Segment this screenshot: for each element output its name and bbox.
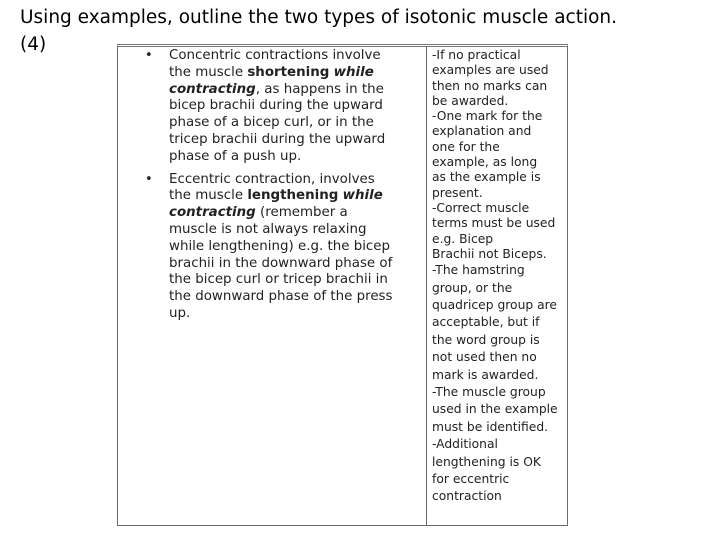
marking-notes-column <box>432 48 568 506</box>
note-line: examples are used <box>432 63 549 78</box>
note-line: example, as long <box>432 155 538 170</box>
mark-scheme-table <box>117 44 568 526</box>
note-line: -The hamstring <box>432 263 525 278</box>
concentric-emphasis: while contracting <box>169 64 374 97</box>
note-line: -One mark for the <box>432 109 543 124</box>
answer-column <box>144 48 398 329</box>
eccentric-emphasis: while contracting <box>169 188 383 221</box>
note-line: e.g. Bicep <box>432 231 494 246</box>
concentric-intro: Concentric contractions involve the muscle <box>169 48 381 80</box>
eccentric-text <box>169 172 393 321</box>
note-line: must be identified. <box>432 419 549 434</box>
question-marks: (4) <box>20 34 47 55</box>
note-line: group, or the <box>432 280 513 295</box>
eccentric-bullet <box>144 172 398 323</box>
note-line: for eccentric <box>432 472 510 487</box>
concentric-keyword: shortening <box>247 64 330 80</box>
concentric-example: , as happens in the bicep brachii during the upward phase of a bicep curl, or in the tricep brachii during the upward phase of a push up. <box>169 81 386 164</box>
bullet-icon: • <box>145 48 153 63</box>
note-line: explanation and <box>432 124 532 139</box>
note-line: present. <box>432 185 483 200</box>
note-line: used in the example <box>432 402 558 417</box>
note-line: terms must be used <box>432 216 556 231</box>
column-divider <box>426 47 427 525</box>
note-line: mark is awarded. <box>432 367 539 382</box>
note-line: -If no practical <box>432 48 521 62</box>
note-line: -The muscle group <box>432 385 546 399</box>
note-line: be awarded. <box>432 93 509 108</box>
eccentric-keyword: lengthening <box>247 188 339 204</box>
note-line: the word group is <box>432 332 540 347</box>
note-line: as the example is <box>432 170 541 185</box>
concentric-text <box>169 48 385 164</box>
note-line: Brachii not Biceps. <box>432 246 547 261</box>
note-line: contraction <box>432 489 502 504</box>
note-line: -Correct muscle <box>432 200 530 215</box>
eccentric-example: (remember a muscle is not always relaxing while lengthening) e.g. the bicep brachii in the downward phase of the bicep curl or tricep brachii in the downward phase of the press up. <box>169 205 393 321</box>
question-line: Using examples, outline the two types of isotonic muscle action. <box>20 7 618 28</box>
note-line: quadricep group are <box>432 297 557 312</box>
note-line: acceptable, but if <box>432 315 540 330</box>
note-line: then no marks can <box>432 78 548 93</box>
note-line: one for the <box>432 139 500 154</box>
eccentric-intro: Eccentric contraction, involves the muscle <box>169 171 375 204</box>
note-line: not used then no <box>432 350 537 365</box>
bullet-icon: • <box>145 171 153 187</box>
concentric-bullet <box>144 48 398 166</box>
note-line: lengthening is OK <box>432 454 541 469</box>
note-line: -Additional <box>432 437 498 452</box>
